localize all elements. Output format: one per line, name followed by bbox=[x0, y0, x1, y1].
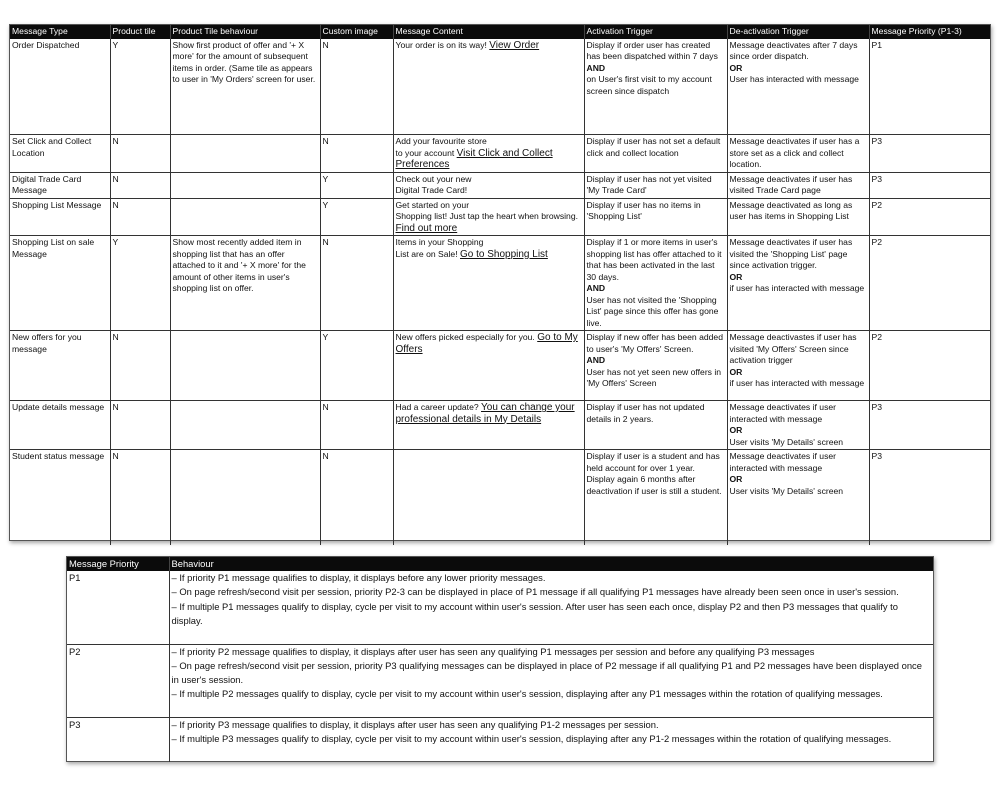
cell-product-tile bbox=[110, 331, 170, 401]
cell-priority bbox=[869, 401, 990, 450]
priority-text: P2 bbox=[871, 199, 883, 210]
priority-text: P3 bbox=[871, 173, 883, 184]
cell-activation bbox=[584, 236, 727, 331]
cell-tile-behaviour bbox=[170, 450, 320, 545]
priority-behaviour bbox=[169, 571, 933, 644]
behaviour-line: – On page refresh/second visit per session, priority P3 qualifying messages can be displayed in place of P2 message if all qualifying P1 and P2 messages have been displayed once in user's session. bbox=[171, 659, 922, 686]
cell-message-type-text: Student status message bbox=[12, 451, 105, 461]
cell-deactivation bbox=[727, 450, 869, 545]
cell-custom-image bbox=[320, 331, 393, 401]
cell-tile-behaviour-text: Show first product of offer and '+ X more' for the amount of subsequent items in order. (Same tile as appears to user in 'My Orders' screen for user. bbox=[172, 39, 316, 84]
priority-level: P2 bbox=[67, 644, 169, 717]
cell-message-content bbox=[393, 401, 584, 450]
cell-activation-line: Display if user has not yet visited 'My Trade Card' bbox=[586, 173, 712, 195]
priority-behaviour-table bbox=[66, 556, 934, 762]
cell-tile-behaviour bbox=[170, 135, 320, 173]
cell-product-tile bbox=[110, 198, 170, 236]
cell-message-type bbox=[10, 198, 110, 236]
cell-activation-line: Display if user has not set a default click and collect location bbox=[586, 136, 721, 158]
cell-message-content bbox=[393, 39, 584, 135]
col-header-custom-image: Custom image bbox=[320, 25, 393, 39]
priority-text: P2 bbox=[871, 237, 883, 247]
behaviour-line: – If multiple P2 messages qualify to display, cycle per visit to my account within user's session, displaying after any P1 messages within the rotation of qualifying messages. bbox=[171, 688, 883, 700]
cell-custom-image-text: Y bbox=[322, 173, 329, 184]
cell-priority bbox=[869, 172, 990, 198]
cell-custom-image-text: N bbox=[322, 402, 329, 412]
cell-message-type bbox=[10, 135, 110, 173]
cell-message-type bbox=[10, 236, 110, 331]
cell-product-tile-text: N bbox=[112, 332, 119, 342]
cell-deactivation-line: User visits 'My Details' screen bbox=[729, 485, 844, 496]
cell-priority bbox=[869, 135, 990, 173]
priority-text: P3 bbox=[871, 451, 883, 461]
priority-text: P3 bbox=[871, 402, 883, 412]
table-row bbox=[10, 135, 990, 173]
cell-message-content bbox=[393, 236, 584, 331]
cell-tile-behaviour bbox=[170, 39, 320, 135]
cell-deactivation bbox=[727, 236, 869, 331]
priority-row bbox=[67, 571, 933, 644]
cell-product-tile bbox=[110, 401, 170, 450]
cell-custom-image-text: Y bbox=[322, 332, 329, 342]
message-content-text: Your order is on its way! bbox=[395, 39, 490, 50]
cell-product-tile bbox=[110, 135, 170, 173]
message-table bbox=[10, 25, 990, 545]
col-header-product-tile: Product tile bbox=[110, 25, 170, 39]
cell-message-type-text: Set Click and Collect Location bbox=[12, 136, 92, 158]
cell-deactivation-line: OR bbox=[729, 425, 743, 435]
cell-product-tile-text: N bbox=[112, 136, 119, 146]
cell-message-type-text: Update details message bbox=[12, 402, 105, 412]
cell-product-tile-text: Y bbox=[112, 39, 119, 50]
cell-message-type bbox=[10, 450, 110, 545]
col-header-priority: Message Priority (P1-3) bbox=[869, 25, 990, 39]
priority-level: P3 bbox=[67, 717, 169, 762]
cell-message-type bbox=[10, 39, 110, 135]
cell-message-content bbox=[393, 331, 584, 401]
cell-message-content bbox=[393, 198, 584, 236]
priority-text: P3 bbox=[871, 136, 883, 146]
cell-deactivation bbox=[727, 172, 869, 198]
col-header-message-content: Message Content bbox=[393, 25, 584, 39]
cell-message-type bbox=[10, 172, 110, 198]
cell-deactivation-line: Message deactivastes if user has visited 'My Offers' Screen since activation trigger bbox=[729, 332, 857, 365]
cell-deactivation-line: if user has interacted with message bbox=[729, 378, 865, 388]
cell-deactivation-line: OR bbox=[729, 271, 743, 282]
priority-behaviour bbox=[169, 717, 933, 762]
cell-tile-behaviour bbox=[170, 331, 320, 401]
cell-activation-line: Display if 1 or more items in user's shopping list has offer attached to it that has been activated in the last 30 days. bbox=[586, 237, 722, 282]
cell-activation-line: Display if order user has created has been dispatched within 7 days bbox=[586, 39, 718, 61]
table-row bbox=[10, 450, 990, 545]
behaviour-line: – If priority P1 message qualifies to display, it displays before any lower priority messages. bbox=[171, 572, 546, 584]
cell-deactivation-line: Message deactivated as long as user has items in Shopping List bbox=[729, 199, 853, 221]
cell-message-type-text: Shopping List Message bbox=[12, 199, 102, 210]
cell-product-tile-text: Y bbox=[112, 237, 119, 247]
cell-message-content bbox=[393, 450, 584, 545]
behaviour-line: – If multiple P1 messages qualify to display, cycle per visit to my account within user's session. After user has seen each once, display P2 and then P3 messages that qualify to display. bbox=[171, 600, 898, 626]
cell-tile-behaviour bbox=[170, 172, 320, 198]
col-header-message-priority: Message Priority bbox=[67, 557, 169, 571]
cell-deactivation-line: Message deactivates after 7 days since order dispatch. bbox=[729, 39, 858, 61]
table-row bbox=[10, 39, 990, 135]
cell-message-content bbox=[393, 172, 584, 198]
cell-deactivation-line: OR bbox=[729, 366, 743, 377]
cell-activation bbox=[584, 39, 727, 135]
cell-custom-image-text: Y bbox=[322, 199, 329, 210]
cell-custom-image-text: N bbox=[322, 136, 329, 146]
message-content-link[interactable]: View Order bbox=[489, 39, 540, 51]
cell-activation bbox=[584, 331, 727, 401]
priority-level: P1 bbox=[67, 571, 169, 644]
cell-activation-line: on User's first visit to my account screen since dispatch bbox=[586, 74, 712, 96]
cell-deactivation-line: if user has interacted with message bbox=[729, 283, 865, 293]
cell-custom-image bbox=[320, 450, 393, 545]
message-content-link[interactable]: Find out more bbox=[395, 222, 458, 234]
priority-table bbox=[67, 557, 933, 762]
cell-activation-line: AND bbox=[586, 62, 606, 73]
cell-activation bbox=[584, 135, 727, 173]
cell-deactivation-line: Message deactivates if user has a store set as a click and collect location. bbox=[729, 136, 860, 169]
priority-text: P2 bbox=[871, 332, 883, 342]
message-content-text: Check out your new Digital Trade Card! bbox=[395, 173, 472, 195]
cell-activation-line: Display if user has not updated details in 2 years. bbox=[586, 402, 705, 424]
cell-product-tile bbox=[110, 39, 170, 135]
cell-deactivation bbox=[727, 135, 869, 173]
col-header-deactivation: De-activation Trigger bbox=[727, 25, 869, 39]
cell-priority bbox=[869, 450, 990, 545]
table-row bbox=[10, 236, 990, 331]
col-header-activation: Activation Trigger bbox=[584, 25, 727, 39]
col-header-behaviour: Behaviour bbox=[169, 557, 933, 571]
cell-custom-image-text: N bbox=[322, 39, 329, 50]
cell-deactivation-line: Message deactivates if user has visited the 'Shopping List' page since activation trigger. bbox=[729, 237, 853, 270]
behaviour-line: – If multiple P3 messages qualify to display, cycle per visit to my account within user's session, displaying after any P1-2 messages within the rotation of qualifying messages. bbox=[171, 732, 892, 744]
cell-deactivation bbox=[727, 331, 869, 401]
cell-deactivation-line: Message deactivates if user has visited Trade Card page bbox=[729, 173, 853, 195]
message-content-link[interactable]: Visit Click and Collect Preferences bbox=[395, 147, 553, 170]
cell-custom-image bbox=[320, 236, 393, 331]
cell-deactivation-line: Message deactivates if user interacted with message bbox=[729, 451, 837, 473]
cell-custom-image bbox=[320, 39, 393, 135]
table-row bbox=[10, 331, 990, 401]
cell-tile-behaviour bbox=[170, 236, 320, 331]
cell-product-tile-text: N bbox=[112, 451, 119, 461]
cell-product-tile-text: N bbox=[112, 402, 119, 412]
table-row bbox=[10, 401, 990, 450]
cell-activation-line: User has not visited the 'Shopping List' page since this offer has gone live. bbox=[586, 294, 719, 328]
cell-priority bbox=[869, 39, 990, 135]
priority-behaviour bbox=[169, 644, 933, 717]
table-row bbox=[10, 172, 990, 198]
message-content-link[interactable]: Go to Shopping List bbox=[460, 248, 548, 260]
cell-deactivation-line: Message deactivates if user interacted with message bbox=[729, 402, 837, 424]
cell-activation-line: Display if user has no items in 'Shopping List' bbox=[586, 199, 701, 221]
cell-priority bbox=[869, 331, 990, 401]
cell-product-tile bbox=[110, 450, 170, 545]
cell-custom-image bbox=[320, 135, 393, 173]
cell-custom-image bbox=[320, 401, 393, 450]
cell-message-type-text: Digital Trade Card Message bbox=[12, 173, 82, 195]
cell-tile-behaviour bbox=[170, 198, 320, 236]
cell-custom-image bbox=[320, 198, 393, 236]
priority-row bbox=[67, 717, 933, 762]
cell-custom-image-text: N bbox=[322, 451, 329, 461]
message-rules-table bbox=[9, 24, 991, 541]
cell-activation bbox=[584, 450, 727, 545]
cell-product-tile-text: N bbox=[112, 173, 119, 184]
col-header-tile-behaviour: Product Tile behaviour bbox=[170, 25, 320, 39]
cell-deactivation-line: User has interacted with message bbox=[729, 74, 859, 84]
cell-deactivation bbox=[727, 198, 869, 236]
priority-header-row bbox=[67, 557, 933, 571]
cell-activation-line: Display if user is a student and has held account for over 1 year. Display again 6 months after deactivation if user is still a student. bbox=[586, 451, 722, 496]
behaviour-line: – If priority P2 message qualifies to display, it displays after user has seen any qualifying P1 messages per session and before any qualifying P3 messages bbox=[171, 645, 815, 657]
cell-message-type-text: Order Dispatched bbox=[12, 39, 80, 50]
cell-tile-behaviour-text: Show most recently added item in shopping list that has an offer attached to it and '+ X more' for the amount of other items in user's shopping list on offer. bbox=[172, 237, 306, 293]
message-content-text: Items in your Shopping List are on Sale! bbox=[395, 237, 484, 259]
cell-deactivation bbox=[727, 401, 869, 450]
cell-priority bbox=[869, 236, 990, 331]
cell-custom-image-text: N bbox=[322, 237, 329, 247]
cell-priority bbox=[869, 198, 990, 236]
cell-product-tile-text: N bbox=[112, 199, 119, 210]
message-content-link[interactable]: Go to My Offers bbox=[395, 332, 578, 355]
cell-activation-line: AND bbox=[586, 283, 606, 293]
behaviour-line: – On page refresh/second visit per session, priority P2-3 can be displayed in place of P1 message if all qualifying P1 messages have already been seen once in user's session. bbox=[171, 586, 899, 598]
priority-row bbox=[67, 644, 933, 717]
message-content-text: New offers picked especially for you. bbox=[395, 332, 538, 342]
cell-tile-behaviour bbox=[170, 401, 320, 450]
message-content-link[interactable]: You can change your professional details in My Details bbox=[395, 402, 575, 425]
cell-activation-line: Display if new offer has been added to user's 'My Offers' Screen. bbox=[586, 332, 723, 354]
message-content-text: Add your favourite store to your account bbox=[395, 136, 487, 158]
message-content-text: Had a career update? bbox=[395, 402, 482, 412]
cell-activation bbox=[584, 401, 727, 450]
priority-text: P1 bbox=[871, 39, 883, 50]
cell-message-type-text: Shopping List on sale Message bbox=[12, 237, 95, 259]
cell-message-type-text: New offers for you message bbox=[12, 332, 82, 354]
message-content-text: Get started on your Shopping list! Just tap the heart when browsing. bbox=[395, 199, 578, 221]
cell-activation-line: AND bbox=[586, 355, 606, 365]
cell-custom-image bbox=[320, 172, 393, 198]
cell-message-type bbox=[10, 331, 110, 401]
col-header-message-type: Message Type bbox=[10, 25, 110, 39]
cell-product-tile bbox=[110, 172, 170, 198]
cell-message-content bbox=[393, 135, 584, 173]
cell-deactivation-line: OR bbox=[729, 474, 743, 484]
cell-message-type bbox=[10, 401, 110, 450]
behaviour-line: – If priority P3 message qualifies to display, it displays after user has seen any qualifying P1-2 messages per session. bbox=[171, 718, 659, 730]
cell-activation-line: User has not yet seen new offers in 'My Offers' Screen bbox=[586, 366, 722, 388]
table-row bbox=[10, 198, 990, 236]
cell-activation bbox=[584, 172, 727, 198]
cell-deactivation bbox=[727, 39, 869, 135]
header-row bbox=[10, 25, 990, 39]
cell-activation bbox=[584, 198, 727, 236]
cell-deactivation-line: User visits 'My Details' screen bbox=[729, 436, 844, 447]
cell-product-tile bbox=[110, 236, 170, 331]
cell-deactivation-line: OR bbox=[729, 62, 743, 73]
